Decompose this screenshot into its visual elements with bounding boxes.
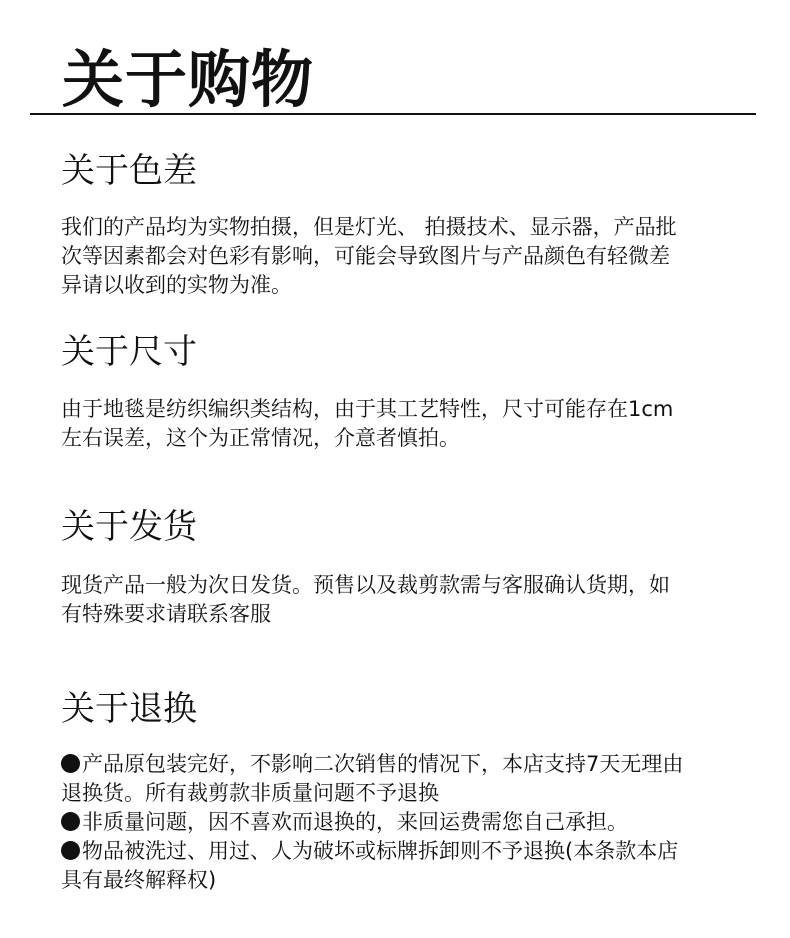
section-heading: 关于色差	[61, 151, 197, 191]
section-body	[61, 395, 741, 453]
bullet-text: 产品原包装完好，不影响二次销售的情况下，本店支持7天无理由	[82, 752, 684, 776]
bullet-item	[61, 837, 741, 866]
body-line: 现货产品一般为次日发货。预售以及裁剪款需与客服确认货期，如	[61, 573, 670, 597]
section-heading: 关于发货	[61, 507, 197, 547]
body-line: 次等因素都会对色彩有影响，可能会导致图片与产品颜色有轻微差	[61, 244, 670, 268]
bullet-dot-icon	[61, 812, 80, 831]
bullet-dot-icon	[61, 841, 80, 860]
body-line: 我们的产品均为实物拍摄，但是灯光、 拍摄技术、显示器，产品批	[61, 215, 677, 239]
bullet-text: 非质量问题，因不喜欢而退换的，来回运费需您自己承担。	[82, 810, 628, 834]
body-line: 退换货。所有裁剪款非质量问题不予退换	[61, 781, 439, 805]
body-line: 具有最终解释权)	[61, 868, 217, 892]
section-body	[61, 213, 741, 300]
section-heading: 关于退换	[61, 689, 197, 729]
section-body	[61, 750, 741, 895]
body-line: 异请以收到的实物为准。	[61, 273, 292, 297]
bullet-text: 物品被洗过、用过、人为破坏或标牌拆卸则不予退换(本条款本店	[82, 839, 679, 863]
section-body	[61, 571, 741, 629]
page-title: 关于购物	[62, 43, 315, 116]
section-color-difference	[61, 148, 741, 300]
body-line: 左右误差，这个为正常情况，介意者慎拍。	[61, 426, 460, 450]
section-returns	[61, 686, 741, 895]
body-line: 有特殊要求请联系客服	[61, 602, 271, 626]
bullet-item	[61, 808, 741, 837]
title-divider	[30, 113, 756, 115]
body-line: 由于地毯是纺织编织类结构，由于其工艺特性，尺寸可能存在1cm	[61, 397, 674, 421]
bullet-dot-icon	[61, 754, 80, 773]
bullet-item	[61, 750, 741, 779]
section-shipping	[61, 504, 741, 629]
section-size	[61, 329, 741, 453]
section-heading: 关于尺寸	[61, 332, 197, 372]
